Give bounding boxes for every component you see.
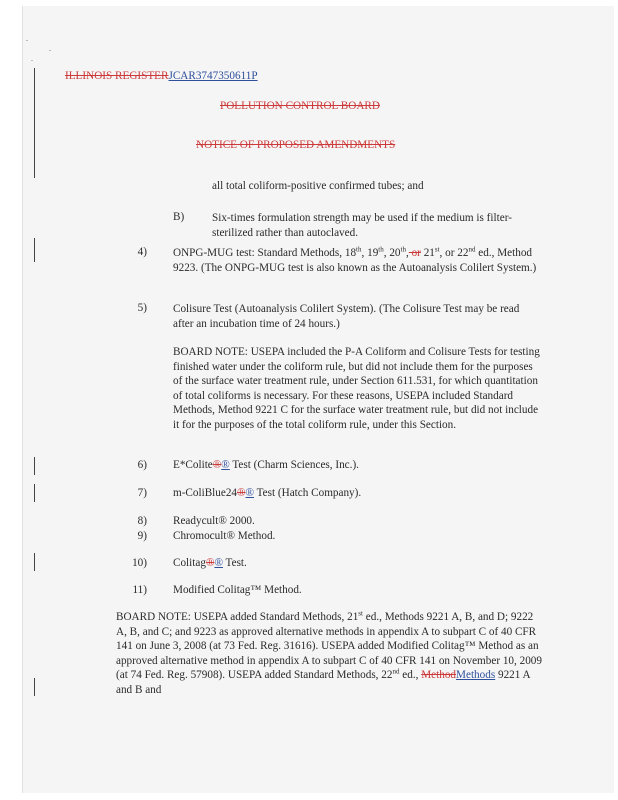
item-8-text: Readycult® 2000.: [173, 515, 255, 527]
scan-speck: [49, 50, 51, 51]
item-b-text: Six-times formulation strength may be used if the medium is filter-sterilized rather than autoclaved.: [212, 212, 512, 239]
item-7-text: m-ColiBlue24®® Test (Hatch Company).: [173, 487, 362, 499]
board-note-2: BOARD NOTE: USEPA added Standard Methods, 21st ed., Methods 9221 A, B, and D; 9222 A, B, and C; and 9223 as approved alternative methods in appendix A to subpart C of 40 CFR 141 on June 3, 2008 (at 73 Fed. Reg. 31616). USEPA added Modified Colitag™ Method as an approved alternative method in appendix A to subpart C of 40 CFR 141 on November 10, 2009 (at 74 Fed. Reg. 57908). USEPA added Standard Methods, 22nd ed., MethodMethods 9221 A and B and: [116, 609, 542, 696]
item-4-text: ONPG-MUG test: Standard Methods, 18th, 19th, 20th, or 21st, or 22nd ed., Method 9223. (The ONPG-MUG test is also known as the Autoanalysis Colilert System.): [173, 245, 537, 274]
item-number: 5): [137, 302, 147, 314]
continuation-line: all total coliform-positive confirmed tubes; and: [212, 180, 424, 192]
item-number: 11): [132, 584, 147, 596]
change-bar: [34, 484, 35, 502]
change-bar: [34, 553, 35, 571]
item-number: 6): [137, 459, 147, 471]
item-b-label: B): [173, 211, 185, 223]
document-page: [22, 6, 614, 793]
item-5-text: Colisure Test (Autoanalysis Colilert System). (The Colisure Test may be read after an incubation time of 24 hours.): [173, 303, 520, 330]
change-bar: [34, 238, 35, 262]
item-number: 8): [137, 515, 147, 527]
item-9-text: Chromocult® Method.: [173, 530, 276, 542]
change-bar: [34, 678, 35, 696]
change-bar: [34, 68, 35, 178]
register-deleted: ILLINOIS REGISTER: [65, 70, 169, 82]
item-number: 4): [137, 246, 147, 258]
item-number: 10): [132, 557, 147, 569]
board-heading: POLLUTION CONTROL BOARD: [220, 100, 380, 112]
scan-speck: [31, 60, 33, 61]
scan-speck: [26, 40, 28, 41]
board-note-1: BOARD NOTE: USEPA included the P-A Coliform and Colisure Tests for testing finished water under the coliform rule, but did not include them for the purposes of the surface water treatment rule, under Section 611.531, for which quantitation of total coliforms is necessary. For these reasons, USEPA included Standard Methods, Method 9221 C for the surface water treatment rule, but did not include it for the purposes of the total coliform rule, under this Section.: [173, 346, 540, 431]
item-10-text: Colitag®® Test.: [173, 557, 247, 569]
change-bar: [34, 457, 35, 475]
item-number: 7): [137, 487, 147, 499]
item-11-text: Modified Colitag™ Method.: [173, 584, 302, 596]
register-header: [65, 70, 258, 82]
register-inserted: JCAR3747350611P: [168, 70, 258, 82]
item-6-text: E*Colite®® Test (Charm Sciences, Inc.).: [173, 459, 359, 471]
notice-heading: NOTICE OF PROPOSED AMENDMENTS: [196, 139, 396, 151]
item-number: 9): [137, 530, 147, 542]
